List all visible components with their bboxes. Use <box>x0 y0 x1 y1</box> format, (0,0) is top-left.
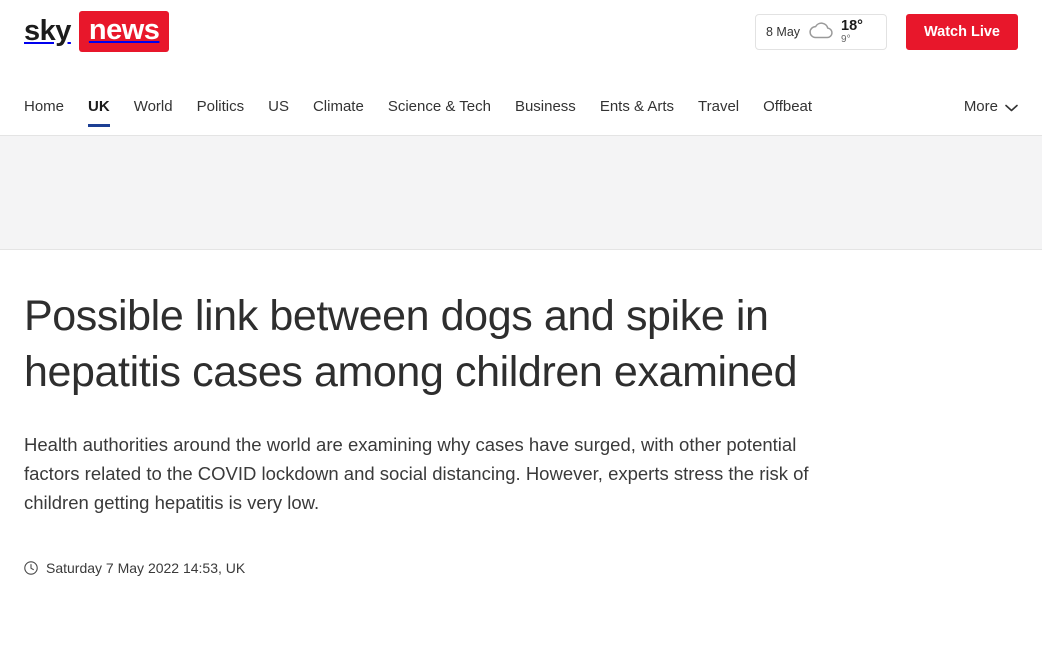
logo-news-badge: news <box>79 11 170 52</box>
nav-item-us[interactable]: US <box>268 98 289 115</box>
article-timestamp: Saturday 7 May 2022 14:53, UK <box>46 560 246 576</box>
nav-more-menu[interactable] <box>964 97 1018 116</box>
main-navigation <box>0 78 1042 136</box>
nav-item-science-tech[interactable]: Science & Tech <box>387 98 491 115</box>
nav-item-world[interactable]: World <box>133 98 173 115</box>
weather-temp-high: 18° <box>841 17 863 34</box>
nav-item-home[interactable]: Home <box>24 98 65 115</box>
article-standfirst: Health authorities around the world are examining why cases have surged, with other potential factors related to the COVID lockdown and social distancing. However, experts stress the risk of children getting hepatitis is very low. <box>24 434 809 513</box>
logo-sky-text: sky <box>24 14 71 47</box>
nav-item-travel[interactable]: Travel <box>698 98 740 115</box>
weather-widget[interactable] <box>755 14 887 50</box>
hero-placeholder-band <box>0 136 1042 250</box>
clock-icon <box>24 561 38 575</box>
nav-more-label: More <box>963 98 998 115</box>
nav-item-ents-arts[interactable]: Ents & Arts <box>599 98 675 115</box>
chevron-down-icon <box>1005 99 1018 116</box>
sky-news-logo[interactable] <box>24 12 169 50</box>
site-header <box>0 0 1042 78</box>
nav-item-climate[interactable]: Climate <box>312 98 364 115</box>
nav-item-offbeat[interactable]: Offbeat <box>763 98 813 115</box>
weather-temperatures <box>841 19 863 46</box>
nav-item-business[interactable]: Business <box>514 98 576 115</box>
watch-live-button[interactable]: Watch Live <box>906 14 1018 50</box>
weather-temp-low: 9° <box>841 34 851 46</box>
nav-item-uk[interactable]: UK <box>88 78 110 135</box>
article-meta <box>24 560 836 576</box>
cloud-icon <box>808 21 834 44</box>
nav-item-politics[interactable]: Politics <box>196 98 245 115</box>
page-title: Possible link between dogs and spike in hepatitis cases among children examined <box>24 292 798 396</box>
nav-items <box>24 78 836 135</box>
article-container <box>0 250 860 576</box>
weather-date: 8 May <box>766 25 801 39</box>
